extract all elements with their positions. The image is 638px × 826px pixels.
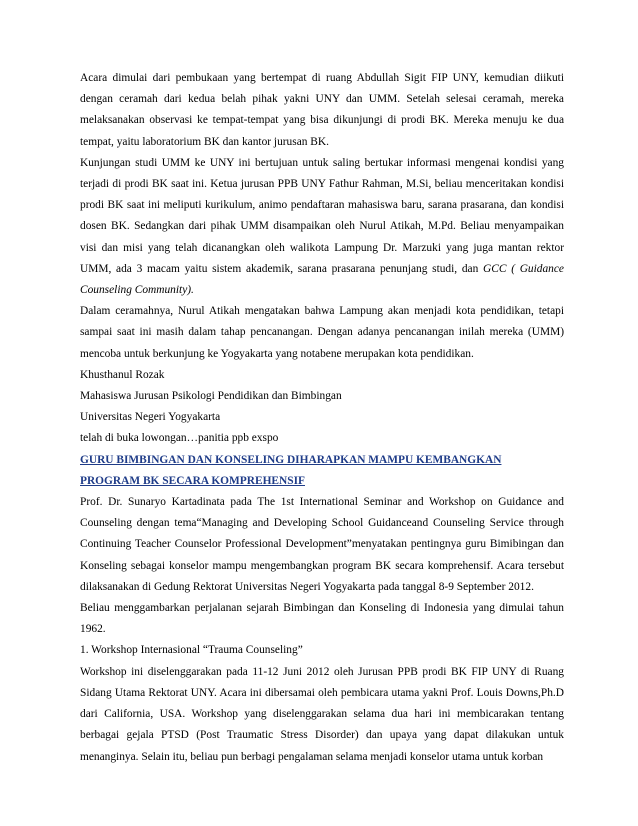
paragraph-history: Beliau menggambarkan perjalanan sejarah Bimbingan dan Konseling di Indonesia yang dimulai tahun 1962. bbox=[80, 602, 564, 636]
list-item-workshop: 1. Workshop Internasional “Trauma Counseling” bbox=[80, 644, 303, 657]
article-heading: GURU BIMBINGAN DAN KONSELING DIHARAPKAN MAMPU KEMBANGKAN PROGRAM BK SECARA KOMPREHENSIF bbox=[80, 453, 502, 487]
paragraph-opening: Acara dimulai dari pembukaan yang bertempat di ruang Abdullah Sigit FIP UNY, kemudian diikuti dengan ceramah dari kedua belah pihak yakni UNY dan UMM. Setelah selesai ceramah, mereka melaksanakan observasi ke tempat-tempat yang bisa dikunjungi di prodi BK. Mereka menuju ke dua tempat, yaitu laboratorium BK dan kantor jurusan BK. bbox=[80, 72, 564, 148]
paragraph-lampung: Dalam ceramahnya, Nurul Atikah mengatakan bahwa Lampung akan menjadi kota pendidikan, tetapi sampai saat ini masih dalam tahap pencanangan. Dengan adanya pencanangan inilah mereka (UMM) mencoba untuk berkunjung ke Yogyakarta yang notabene merupakan kota pendidikan. bbox=[80, 305, 564, 360]
notice-text: telah di buka lowongan…panitia ppb exspo bbox=[80, 432, 279, 445]
document-body bbox=[80, 68, 564, 768]
paragraph-workshop: Workshop ini diselenggarakan pada 11-12 Juni 2012 oleh Jurusan PPB prodi BK FIP UNY di Ruang Sidang Utama Rektorat UNY. Acara ini dibersamai oleh pembicara utama yakni Prof. Louis Downs,Ph.D dari California, USA. Workshop yang diselenggarakan selama dua hari ini membicarakan tentang berbagai gejala PTSD (Post Traumatic Stress Disorder) dan upaya yang dapat dilakukan untuk menanginya. Selain itu, beliau pun berbagi pengalaman selama menjadi konselor utama untuk korban bbox=[80, 665, 564, 763]
author-university: Universitas Negeri Yogyakarta bbox=[80, 411, 221, 424]
paragraph-seminar: Prof. Dr. Sunaryo Kartadinata pada The 1st International Seminar and Workshop on Guidance and Counseling dengan tema“Managing and Developing School Guidanceand Counseling Service through Continuing Teacher Counselor Professional Development”menyatakan pentingnya guru Bimibingan dan Konseling sebagai konselor mampu mengembangkan program BK secara komprehensif. Acara tersebut dilaksanakan di Gedung Rektorat Universitas Negeri Yogyakarta pada tanggal 8-9 September 2012. bbox=[80, 496, 564, 593]
paragraph-visit-purpose bbox=[80, 153, 564, 301]
author-name: Khusthanul Rozak bbox=[80, 368, 165, 381]
paragraph-visit-purpose-text: Kunjungan studi UMM ke UNY ini bertujuan untuk saling bertukar informasi mengenai kondisi yang terjadi di prodi BK saat ini. Ketua jurusan PPB UNY Fathur Rahman, M.Si, beliau menceritakan kondisi prodi BK saat ini meliputi kurikulum, animo pendaftaran mahasiswa baru, sarana prasarana, dan kondisi dosen BK. Sedangkan dari pihak UMM disampaikan oleh Nurul Atikah, M.Pd. Beliau menyampaikan visi dan misi yang telah dicanangkan oleh walikota Lampung Dr. Marzuki yang juga mantan rektor UMM, ada 3 macam yaitu sistem akademik, sarana prasarana penunjang studi, dan bbox=[80, 156, 564, 275]
gcc-italic-text: GCC ( Guidance Counseling Community). bbox=[80, 262, 564, 297]
author-affiliation: Mahasiswa Jurusan Psikologi Pendidikan dan Bimbingan bbox=[80, 390, 342, 403]
